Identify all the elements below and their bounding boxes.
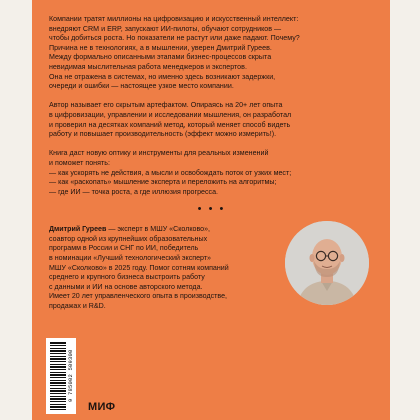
publisher-logo: МИФ (88, 401, 116, 413)
author-section (49, 225, 374, 345)
method-paragraph: Автор называет его скрытым артефактом. Опираясь на 20+ лет опыта в цифровизации, управлении и исследовании мышления, он разработал и проверил на десятках компаний метод, который меняет способ видеть работу и повышает производительность (эффект можно измерить!). (49, 101, 292, 139)
list-item: — как ускорять не действия, а мысли и освобождать поток от узких мест; (49, 168, 292, 177)
author-name: Дмитрий Гуреев (49, 225, 107, 234)
list-item: — где ИИ — точка роста, а где иллюзия прогресса. (49, 187, 218, 196)
isbn-barcode (46, 338, 76, 414)
intro-paragraph: Компании тратят миллионы на цифровизацию и искусственный интеллект: внедряют CRM и ERP, запускают ИИ-пилоты, обучают сотрудников — чтобы добиться роста. Но показатели не растут или даже падают. Почему? Причина не в технологиях, а в мышлении, уверен Дмитрий Гуреев. Между формально описанными этапами бизнес-процессов скрыта невидимая мыслительная работа менеджеров и экспертов. Она не отражена в системах, но именно здесь возникают задержки, очереди и ошибки — настоящее узкое место компании. (49, 15, 300, 91)
section-separator: • • • (197, 203, 226, 216)
benefits-list (49, 169, 374, 198)
author-bio: Дмитрий Гуреев — эксперт в МШУ «Сколково», соавтор одной из крупнейших образовательных программ в России и СНГ по ИИ, победитель в номинации «Лучший технологический эксперт» МШУ «Сколково» в 2025 году. Помог сотням компаний среднего и крупного бизнеса выстроить работу с данными и ИИ на основе авторского метода. Имеет 20 лет управленческого опыта в производстве, продажах и R&D. (49, 225, 229, 311)
author-photo (285, 221, 369, 305)
book-back-cover (32, 0, 390, 420)
book-intro-paragraph: Книга даст новую оптику и инструменты для реальных изменений и поможет понять: (49, 149, 269, 167)
barcode-number: 9 785002 509300 (67, 349, 74, 403)
barcode-bars (50, 342, 66, 410)
cover-footer (32, 349, 390, 420)
author-portrait-icon (285, 221, 369, 305)
list-item: — как «раскопать» мышление эксперта и переложить на алгоритмы; (49, 178, 277, 187)
